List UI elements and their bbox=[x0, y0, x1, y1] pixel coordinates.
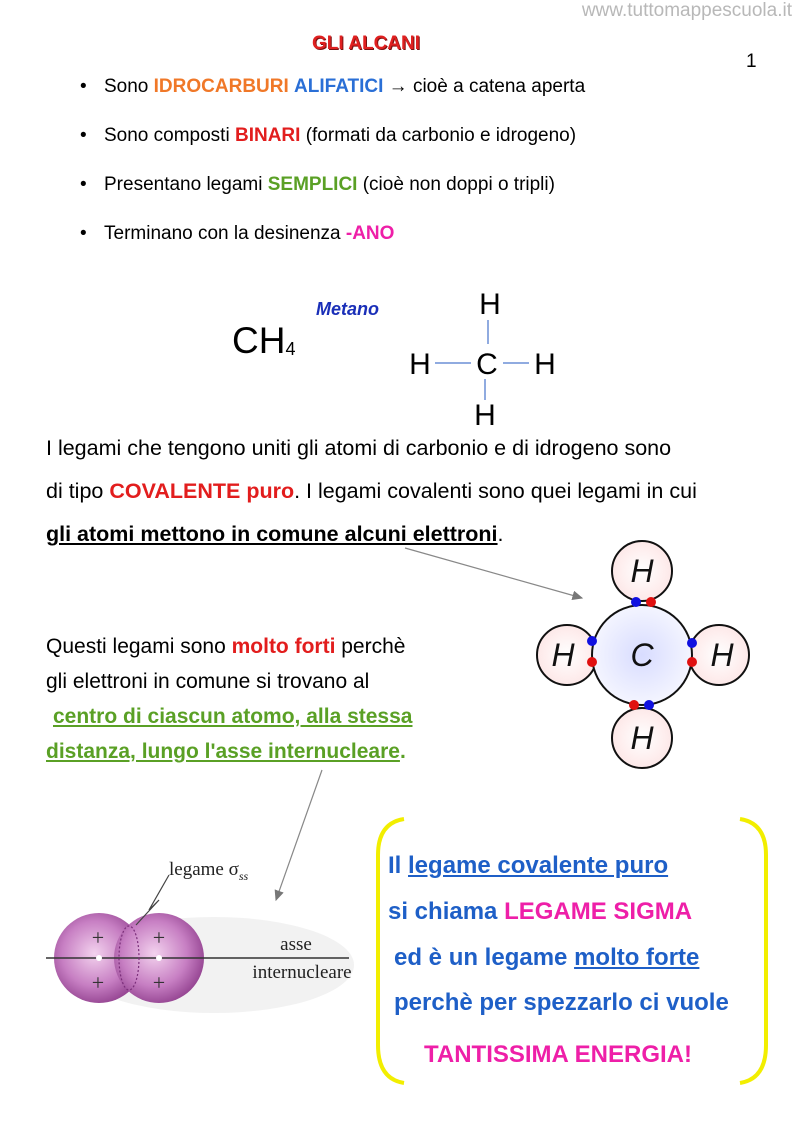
electron-dot-diagram bbox=[530, 535, 760, 775]
h-right-label: H bbox=[710, 637, 734, 673]
h-bottom-label: H bbox=[630, 720, 654, 756]
c-center-atom: C bbox=[476, 348, 498, 381]
page-title: GLI ALCANI bbox=[312, 33, 421, 54]
paragraph2-line2: gli elettroni in comune si trovano al bbox=[46, 670, 370, 693]
box-line5: TANTISSIMA ENERGIA! bbox=[424, 1041, 692, 1068]
svg-text:+: + bbox=[152, 925, 166, 950]
page-number: 1 bbox=[746, 51, 757, 72]
methane-structural-formula bbox=[395, 282, 575, 432]
bullet-item: • Sono composti BINARI (formati da carbonio e idrogeno) bbox=[80, 125, 585, 174]
paragraph1-line2: di tipo COVALENTE puro. I legami covalenti sono quei legami in cui bbox=[46, 479, 697, 503]
h-top-label: H bbox=[630, 553, 654, 589]
asse-label: asse bbox=[280, 934, 312, 955]
paragraph2-line4: distanza, lungo l'asse internucleare. bbox=[46, 740, 406, 763]
box-line3: ed è un legame molto forte bbox=[394, 944, 700, 971]
sigma-bond-figure bbox=[44, 840, 364, 1020]
h-left-label: H bbox=[551, 637, 575, 673]
h-bottom-atom: H bbox=[474, 399, 496, 432]
bullet-item: • Presentano legami SEMPLICI (cioè non doppi o tripli) bbox=[80, 174, 585, 223]
paragraph2-line3: centro di ciascun atomo, alla stessa bbox=[53, 705, 413, 728]
paragraph2-line1: Questi legami sono molto forti perchè bbox=[46, 635, 406, 658]
methane-label: Metano bbox=[316, 299, 379, 319]
h-right-atom: H bbox=[534, 348, 556, 381]
h-top-atom: H bbox=[479, 288, 501, 321]
bullet-list bbox=[80, 76, 585, 272]
svg-text:+: + bbox=[91, 925, 105, 950]
bullet-item: • Sono IDROCARBURI ALIFATICI → cioè a catena aperta bbox=[80, 76, 585, 125]
internucleare-label: internucleare bbox=[252, 962, 352, 983]
box-line4: perchè per spezzarlo ci vuole bbox=[394, 989, 729, 1016]
c-label: C bbox=[630, 637, 654, 673]
h-left-atom: H bbox=[409, 348, 431, 381]
box-line2: si chiama LEGAME SIGMA bbox=[388, 898, 693, 925]
svg-text:+: + bbox=[152, 970, 166, 995]
svg-text:+: + bbox=[91, 970, 105, 995]
box-line1: Il legame covalente puro bbox=[388, 852, 669, 879]
paragraph1-line1: I legami che tengono uniti gli atomi di carbonio e di idrogeno sono bbox=[46, 436, 672, 460]
watermark: www.tuttomappescuola.it bbox=[581, 0, 792, 21]
bullet-item: • Terminano con la desinenza -ANO bbox=[80, 223, 585, 272]
legame-sigma-label: legame $\sigma_{ss}$ bbox=[169, 859, 249, 883]
methane-formula: $CH_4$ bbox=[232, 320, 296, 361]
paragraph1-line3: gli atomi mettono in comune alcuni elettroni. bbox=[46, 522, 504, 546]
